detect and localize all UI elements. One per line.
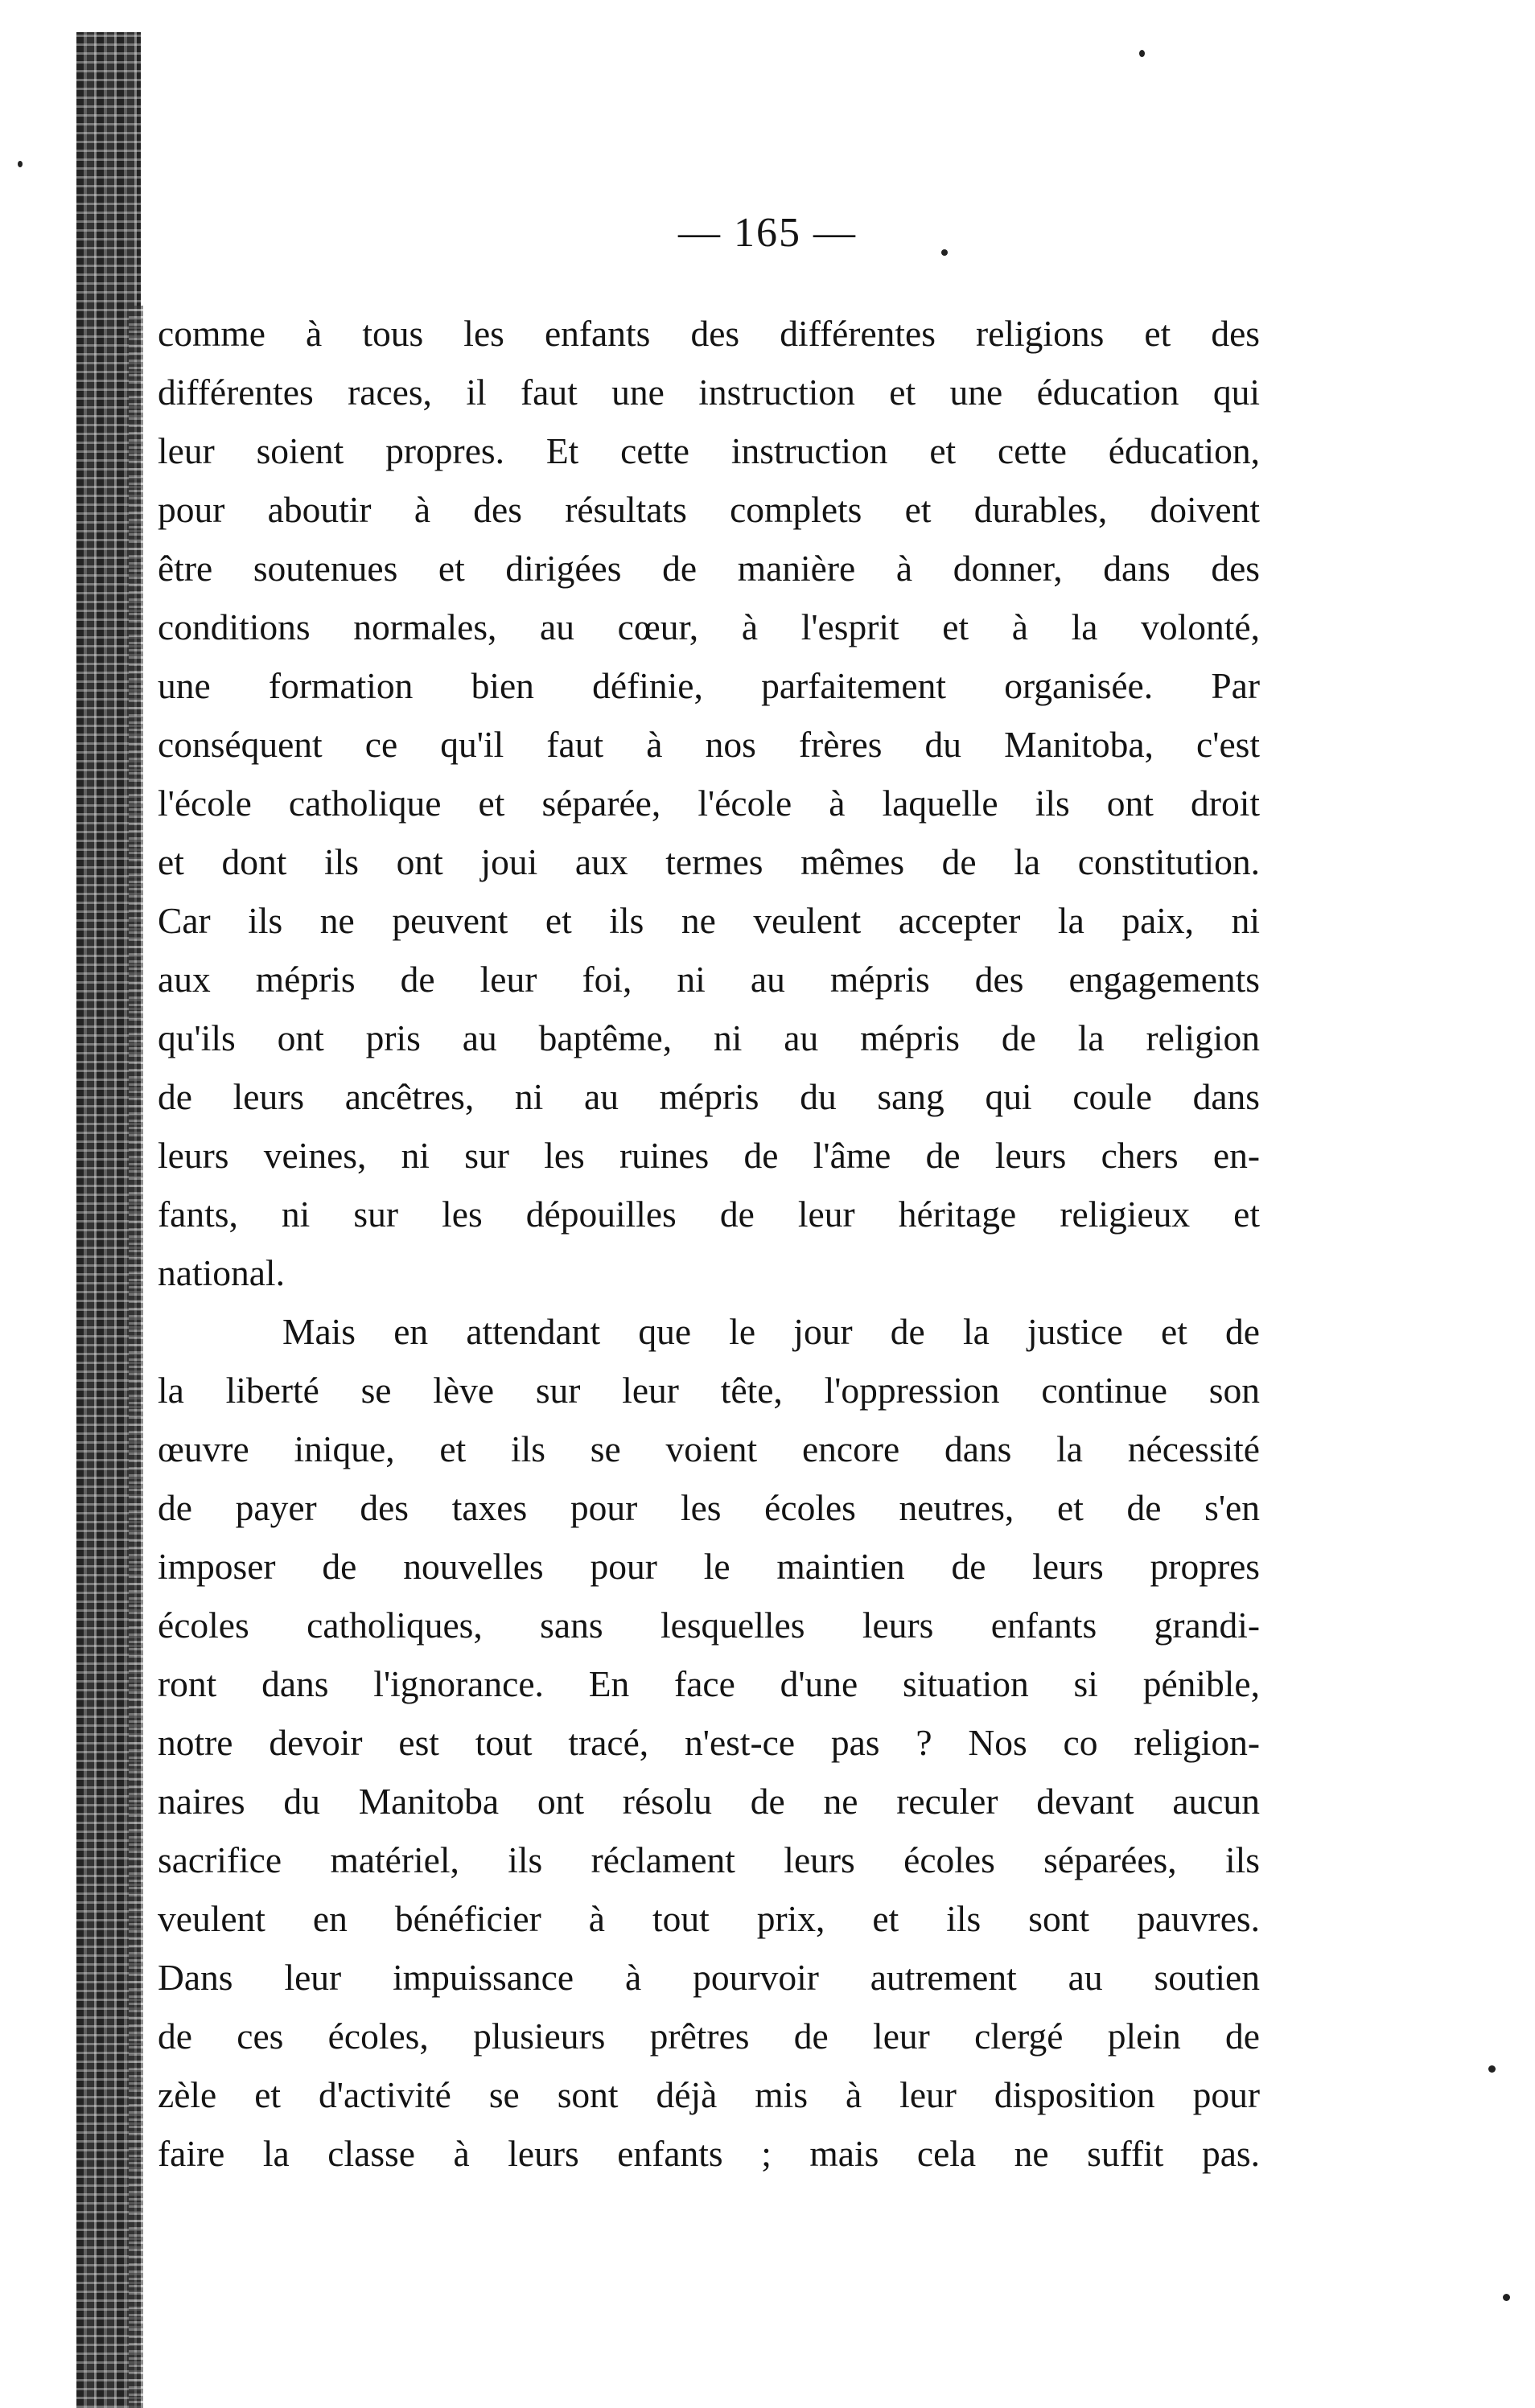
text-line: comme à tous les enfants des différentes religions et des bbox=[158, 313, 1260, 354]
paragraph-end-line: national. bbox=[158, 1252, 285, 1293]
text-line: œuvre inique, et ils se voient encore dans la nécessité bbox=[158, 1428, 1260, 1469]
text-line: aux mépris de leur foi, ni au mépris des engagements bbox=[158, 959, 1260, 1000]
text-line: de leurs ancêtres, ni au mépris du sang qui coule dans bbox=[158, 1076, 1260, 1117]
text-line: une formation bien définie, parfaitement organisée. Par bbox=[158, 665, 1260, 706]
body-text bbox=[158, 304, 1260, 2183]
text-line: différentes races, il faut une instruction et une éducation qui bbox=[158, 372, 1260, 413]
text-line: qu'ils ont pris au baptême, ni au mépris de la religion bbox=[158, 1017, 1260, 1058]
text-line: être soutenues et dirigées de manière à donner, dans des bbox=[158, 548, 1260, 589]
text-line: faire la classe à leurs enfants ; mais cela ne suffit pas. bbox=[158, 2133, 1260, 2174]
dust-speck bbox=[1488, 2065, 1496, 2073]
text-line: sacrifice matériel, ils réclament leurs écoles séparées, ils bbox=[158, 1839, 1260, 1880]
text-line: naires du Manitoba ont résolu de ne reculer devant aucun bbox=[158, 1781, 1260, 1822]
text-line: de payer des taxes pour les écoles neutres, et de s'en bbox=[158, 1487, 1260, 1528]
text-line: leurs veines, ni sur les ruines de l'âme de leurs chers en- bbox=[158, 1135, 1260, 1176]
text-line: imposer de nouvelles pour le maintien de leurs propres bbox=[158, 1546, 1260, 1587]
text-line: pour aboutir à des résultats complets et durables, doivent bbox=[158, 489, 1260, 530]
text-line: de ces écoles, plusieurs prêtres de leur clergé plein de bbox=[158, 2016, 1260, 2057]
text-line: Dans leur impuissance à pourvoir autrement au soutien bbox=[158, 1957, 1260, 1998]
text-line: conséquent ce qu'il faut à nos frères du Manitoba, c'est bbox=[158, 724, 1260, 765]
text-line: et dont ils ont joui aux termes mêmes de la constitution. bbox=[158, 841, 1260, 882]
text-line: veulent en bénéficier à tout prix, et ils sont pauvres. bbox=[158, 1898, 1260, 1939]
text-line: zèle et d'activité se sont déjà mis à leur disposition pour bbox=[158, 2074, 1260, 2115]
text-line: écoles catholiques, sans lesquelles leurs enfants grandi- bbox=[158, 1605, 1260, 1646]
dust-speck bbox=[1503, 2294, 1510, 2301]
text-line: l'école catholique et séparée, l'école à laquelle ils ont droit bbox=[158, 783, 1260, 824]
dust-speck bbox=[18, 161, 23, 167]
text-line: fants, ni sur les dépouilles de leur héritage religieux et bbox=[158, 1194, 1260, 1235]
text-line: conditions normales, au cœur, à l'esprit et à la volonté, bbox=[158, 606, 1260, 647]
binding-edge-stripe bbox=[129, 306, 143, 2408]
dust-speck bbox=[1139, 50, 1145, 57]
text-line: notre devoir est tout tracé, n'est-ce pas ? Nos co religion- bbox=[158, 1722, 1260, 1763]
text-line: leur soient propres. Et cette instruction et cette éducation, bbox=[158, 430, 1260, 471]
paragraph-start-line: Mais en attendant que le jour de la justice et de bbox=[282, 1311, 1260, 1352]
page-number: — 165 — bbox=[678, 210, 857, 256]
text-line: la liberté se lève sur leur tête, l'oppression continue son bbox=[158, 1370, 1260, 1411]
text-line: Car ils ne peuvent et ils ne veulent accepter la paix, ni bbox=[158, 900, 1260, 941]
text-line: ront dans l'ignorance. En face d'une situation si pénible, bbox=[158, 1663, 1260, 1704]
